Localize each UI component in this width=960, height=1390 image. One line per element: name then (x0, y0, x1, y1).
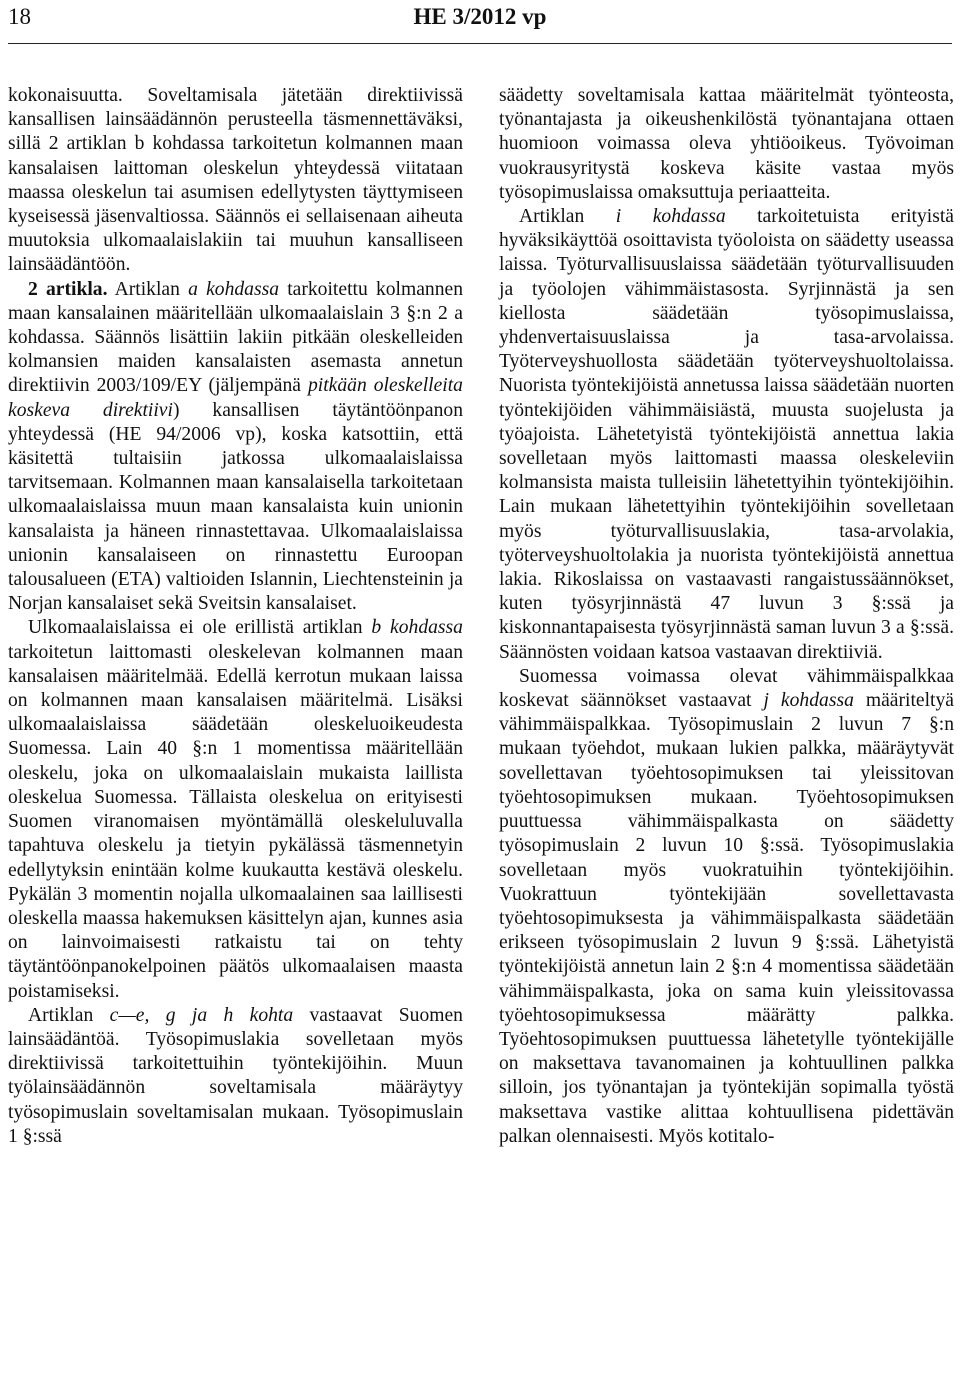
right-p3-text-a: Suomessa voimassa olevat vähimmäispalkkaa koskevat säännökset vastaavat (499, 665, 954, 712)
left-paragraph-1 (8, 84, 463, 278)
page-number: 18 (8, 4, 31, 29)
article-2-heading: 2 artikla. (28, 278, 108, 300)
left-p4-emphasis: c—e, g ja h kohta (109, 1004, 294, 1026)
right-p2-emphasis: i kohdassa (615, 206, 726, 228)
left-p3-text-b: tarkoitetun laittomasti oleskelevan kolmannen maan kansalaisen määritelmää. Edellä kerrotun mukaan laissa on kolmannen maan kansalaisen määritelmä. Lisäksi ulkomaalaislaissa säädetään oleskeluoikeudesta Suomessa. Lain 40 §:n 1 momentissa määritellään oleskelu, joka on ulkomaalaislain mukaista laillista oleskelua Suomessa. Tällaista oleskelua on erityisesti Suomen viranomaisen myöntämällä oleskeluluvalla tapahtuva oleskelu ja tietyin pykälässä täsmennetyin edellytyksin enintään kolme kuukautta kestävä oleskelu. Pykälän 3 momentin nojalla ulkomaalainen saa laillisesti oleskella maassa hakemuksen käsittelyn ajan, kunnes asia on lainvoimaisesti ratkaistu tai on tehty täytäntöönpanokelpoinen päätös ulkomaalaisen maasta poistamiseksi. (8, 641, 463, 1002)
right-column (499, 84, 954, 1149)
left-p2-text-b: tarkoitettu kolmannen maan kansalainen määritellään ulkomaalaislain 3 §:n 2 a kohdassa. Säännös lisättiin lakiin pitkään oleskelleiden kolmansien maiden kansalaisten asemasta annetun direktiivin 2003/109/EY (jäljempänä (8, 278, 464, 397)
right-p3-text-b: määriteltyä vähimmäispalkkaa. Työsopimuslain 2 luvun 7 §:n mukaan työehdot, mukaan lukien palkka, määräytyvät sovellettavan työehtosopimuksen tai yleissitovan työehtosopimuksen mukaan. Työehtosopimuksen puuttuessa vähimmäispalkasta on säädetty työsopimuslain 2 luvun 10 §:ssä. Työsopimuslakia sovelletaan myös vuokratuihin työntekijöihin. Vuokrattuun työntekijään sovellettavasta työehtosopimuksesta ja vähimmäispalkasta säädetään erikseen työsopimuslain 2 luvun 9 §:ssä. Lähetyistä työntekijöistä annetun lain 2 §:n 4 momentissa säädetään vähimmäispalkasta, joka on sama kuin yleissitovassa työehtosopimuksessa määrätty palkka. Työehtosopimuksen puuttuessa lähetetylle työntekijälle on maksettava tavanomainen ja kohtuullinen palkka silloin, jos työnantajan ja työntekijän sopimalla työstä maksettava vastike alittaa kohtuullisena pidettävän palkan olennaisesti. Myös kotitalo- (499, 690, 954, 1147)
left-paragraph-4 (8, 1004, 463, 1149)
left-p2-emphasis-a: a kohdassa (188, 278, 280, 300)
left-p4-text-b: vastaavat Suomen lainsäädäntöä. Työsopimuslakia sovelletaan myös direktiivissä tarkoitettuihin työntekijöihin. Muun työlainsäädännön soveltamisala määräytyy työsopimuslain soveltamisalan mukaan. Työsopimuslain 1 §:ssä (8, 1004, 463, 1147)
right-p1-text: säädetty soveltamisala kattaa määritelmät työnteosta, työnantajasta ja oikeushenkilöstä työnantajana ottaen huomioon voimassa oleva yhtiöoikeus. Työvoiman vuokrausyritystä koskeva käsite vastaa myös työsopimuslaissa omaksuttuja periaatteita. (499, 85, 954, 203)
left-p4-text-a: Artiklan (28, 1004, 110, 1026)
right-paragraph-1 (499, 84, 954, 205)
right-paragraph-2 (499, 205, 954, 665)
left-p2-text-a: Artiklan (107, 278, 189, 300)
left-p2-emphasis-b: pitkään oleskelleita koskeva direktiivi (8, 375, 463, 421)
right-paragraph-3 (499, 665, 954, 1149)
left-p2-text-c: ) kansallisen täytäntöönpanon yhteydessä (HE 94/2006 vp), koska katsottiin, että käsitettä tultaisiin jatkossa ulkomaalaislaissa tarvitsemaan. Kolmannen maan kansalaisella tarkoitetaan ulkomaalaislaissa muun maan kansalaista kuin unionin kansalaista ja häneen rinnastettavaa. Ulkomaalaislaissa unionin kansalaiseen on rinnastettu Euroopan talousalueen (ETA) valtioiden Islannin, Liechtensteinin ja Norjan kansalaiset sekä Sveitsin kansalaiset. (8, 399, 463, 615)
left-column (8, 84, 463, 1149)
document-id: HE 3/2012 vp (413, 4, 547, 29)
right-p2-text-b: tarkoitetuista erityistä hyväksikäyttöä osoittavista työoloista on säädetty useassa laissa. Työturvallisuuslaissa säädetään työturvallisuuden ja työolojen vähimmäistasosta. Syrjinnästä ja sen kiellosta säädetään työsopimuslaissa, yhdenvertaisuuslaissa ja tasa-arvolaissa. Työterveyshuollosta säädetään työterveyshuoltolaissa. Nuorista työntekijöistä annetussa laissa säädetään nuorten työntekijöiden vähimmäisiästä, muusta suojelusta ja työajoista. Lähetetyistä työntekijöistä annettua lakia sovelletaan myös laittomasti maassa oleskeleviin kolmansista maista tulleisiin lähetettyihin työntekijöihin. Lain mukaan lähetettyihin työntekijöihin sovelletaan myös työturvallisuuslakia, tasa-arvolakia, työterveyshuoltolakia ja nuorista työntekijöistä annettua lakia. Rikoslaissa on vastaavasti rangaistussäännökset, kuten työsyrjinnästä 47 luvun 3 §:ssä ja kiskonnantapaisesta työsyrjinnästä saman luvun 3 a §:ssä. Säännösten voidaan katsoa vastaavan direktiiviä. (499, 206, 954, 663)
left-paragraph-3 (8, 616, 463, 1003)
right-p2-text-a: Artiklan (519, 206, 616, 228)
left-p3-text-a: Ulkomaalaislaissa ei ole erillistä artiklan (28, 617, 372, 639)
header-divider (8, 43, 952, 44)
left-paragraph-2 (8, 278, 463, 617)
left-p1-text: kokonaisuutta. Soveltamisala jätetään direktiivissä kansallisen lainsäädännön perusteella täsmennettäväksi, sillä 2 artiklan b kohdassa tarkoitetun kolmannen maan kansalaisen laittoman oleskelun yhteydessä viitataan maassa oleskelun tai asumisen edellytysten täyttymiseen kyseisessä jäsenvaltiossa. Säännös ei sellaisenaan aiheuta muutoksia ulkomaalaislakiin tai muuhun kansalliseen lainsäädäntöön. (8, 85, 463, 276)
right-p3-emphasis: j kohdassa (763, 690, 854, 712)
left-p3-emphasis: b kohdassa (371, 617, 463, 639)
